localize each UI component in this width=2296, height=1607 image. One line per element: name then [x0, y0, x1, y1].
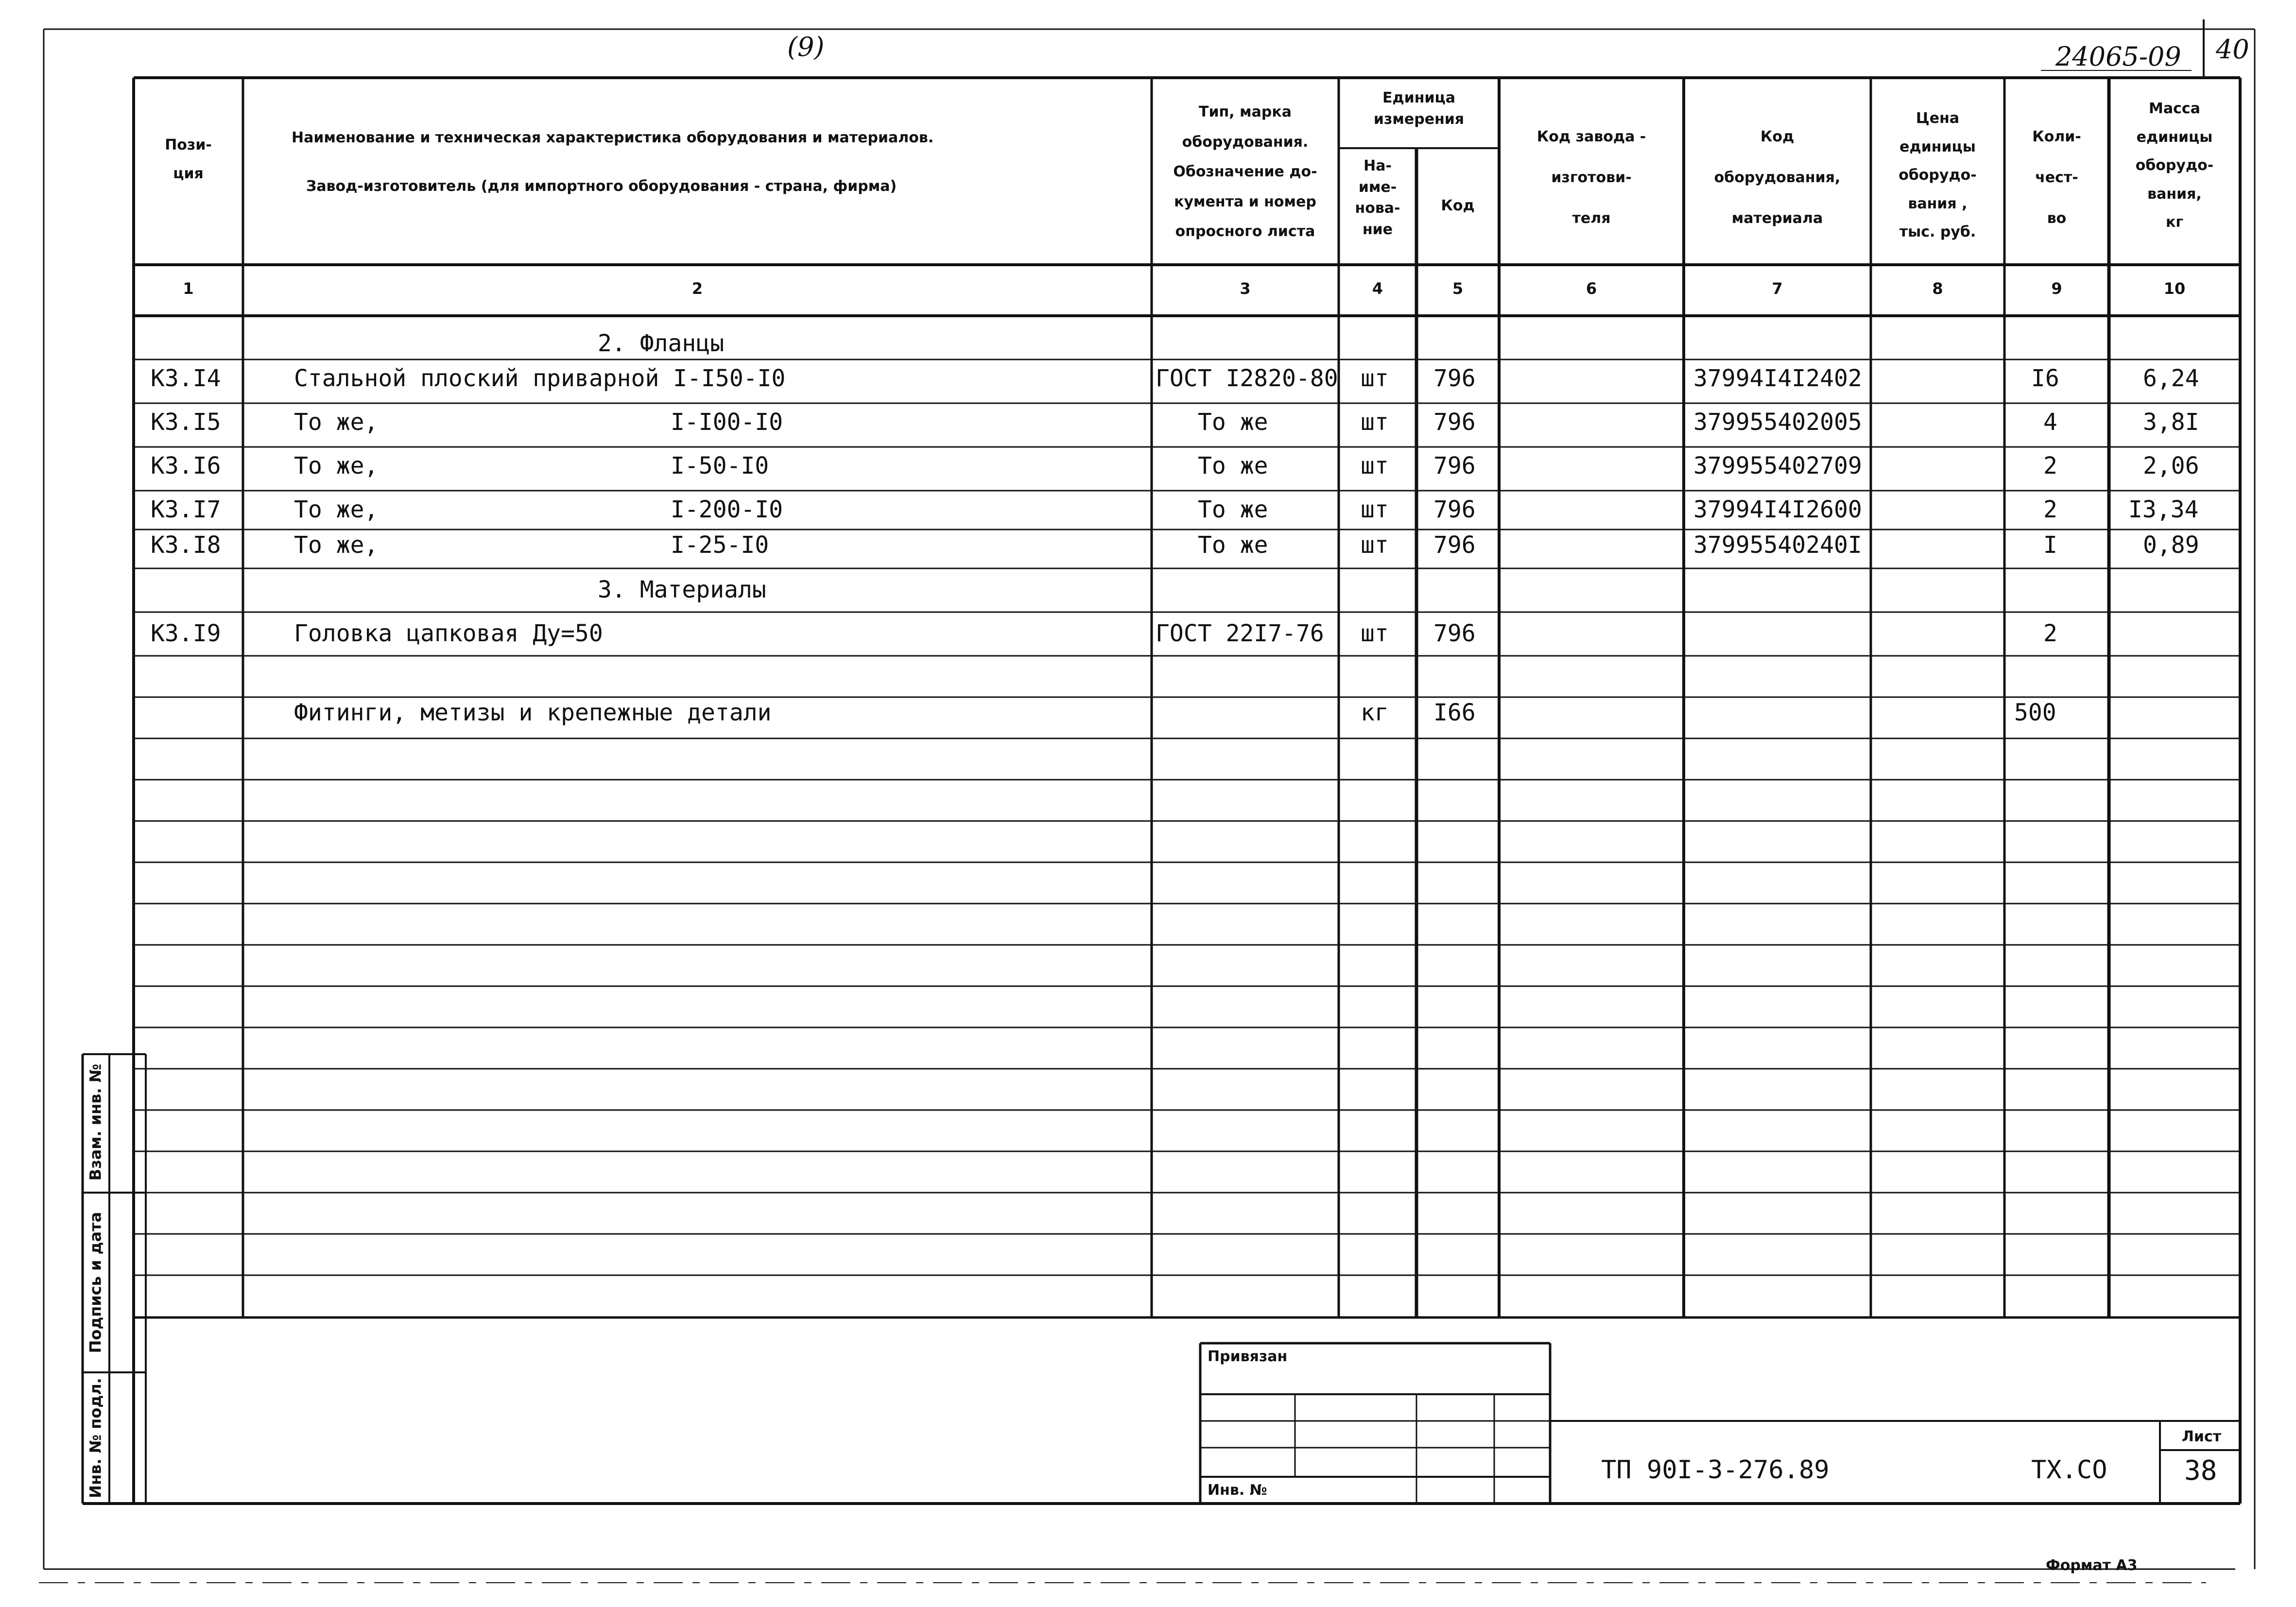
table-cell-name-size: I-50-I0 [671, 452, 769, 479]
table-cell-unit: шт [1361, 620, 1389, 647]
table-cell-unit: шт [1361, 452, 1389, 479]
table-cell-item-code: 37995540240I [1693, 531, 1862, 559]
header-mass: Масса единицы оборудо- вания, кг [2135, 100, 2214, 231]
title-block-inv-no: Инв. № [1208, 1482, 1267, 1499]
document-number: 24065-09 [2055, 41, 2181, 72]
colnum-2: 2 [691, 279, 703, 298]
table-cell-name: То же, [294, 452, 379, 479]
colnum-1: 1 [183, 279, 194, 298]
colnum-8: 8 [1932, 279, 1943, 298]
table-cell-mass: 0,89 [2143, 531, 2199, 559]
table-cell-item-code: 37994I4I2600 [1693, 496, 1862, 523]
header-price: Цена единицы оборудо- вания , тыс. руб. [1899, 110, 1977, 240]
table-cell-quantity: I [2043, 531, 2057, 559]
header-unit-code: Код [1441, 197, 1475, 214]
header-type: Тип, марка оборудования. Обозначение до- кумента и номер опросного листа [1173, 103, 1317, 240]
table-cell-position: КЗ.I4 [151, 365, 221, 392]
table-cell-position: КЗ.I7 [151, 496, 221, 523]
table-cell-unit-code: 796 [1433, 496, 1476, 523]
side-stamp-replace-inv: Взам. инв. № [86, 1063, 105, 1181]
table-cell-name: То же, [294, 496, 379, 523]
table-cell-mass: 3,8I [2143, 409, 2199, 436]
document-designation: ТП 90I-3-276.89 [1601, 1455, 1830, 1485]
section-code: ТХ.СО [2031, 1455, 2107, 1485]
table-cell-unit-code: 796 [1433, 409, 1476, 436]
table-cell-mass: I3,34 [2128, 496, 2199, 523]
table-cell-unit: шт [1361, 409, 1389, 436]
title-block-attached: Привязан [1208, 1348, 1288, 1365]
colnum-4: 4 [1372, 279, 1383, 298]
page-number: 40 [2216, 34, 2249, 65]
header-name-line2: Завод-изготовитель (для импортного оборудования - страна, фирма) [306, 178, 897, 195]
colnum-5: 5 [1452, 279, 1464, 298]
table-cell-quantity: 2 [2043, 496, 2057, 523]
table-cell-mass: 6,24 [2143, 365, 2199, 392]
side-stamp-signature-date: Подпись и дата [86, 1212, 105, 1353]
table-cell-unit: шт [1361, 496, 1389, 523]
table-cell-item-code: 37994I4I2402 [1693, 365, 1862, 392]
sheet-label: Лист [2182, 1428, 2222, 1445]
colnum-7: 7 [1772, 279, 1783, 298]
colnum-9: 9 [2051, 279, 2062, 298]
header-unit-group: Единица измерения [1373, 89, 1465, 128]
colnum-6: 6 [1586, 279, 1597, 298]
table-cell-quantity: 4 [2043, 409, 2057, 436]
table-cell-quantity: 500 [2014, 699, 2056, 726]
table-cell-quantity: 2 [2043, 452, 2057, 479]
table-cell-position: КЗ.I9 [151, 620, 221, 647]
table-cell-unit-code: I66 [1433, 699, 1476, 726]
table-cell-doc: То же [1198, 531, 1268, 559]
section-heading: 2. Фланцы [598, 330, 725, 357]
table-cell-doc: То же [1198, 452, 1268, 479]
header-factory-code: Код завода - изготови- теля [1536, 128, 1646, 227]
table-cell-name: Стальной плоский приварной I-I50-I0 [294, 365, 786, 392]
table-cell-name-size: I-25-I0 [671, 531, 769, 559]
format-label: Формат А3 [2046, 1557, 2138, 1574]
table-cell-name: То же, [294, 409, 379, 436]
sheet-mark: (9) [787, 32, 825, 62]
table-cell-name: Фитинги, метизы и крепежные детали [294, 699, 772, 726]
sheet-number: 38 [2184, 1455, 2217, 1487]
colnum-3: 3 [1240, 279, 1251, 298]
table-cell-name-size: I-200-I0 [671, 496, 783, 523]
header-name-line1: Наименование и техническая характеристика оборудования и материалов. [292, 129, 934, 146]
table-cell-item-code: 379955402709 [1693, 452, 1862, 479]
table-cell-name: Головка цапковая Ду=50 [294, 620, 603, 647]
section-heading: 3. Материалы [598, 576, 766, 603]
table-cell-item-code: 379955402005 [1693, 409, 1862, 436]
table-cell-quantity: 2 [2043, 620, 2057, 647]
table-cell-doc: То же [1198, 496, 1268, 523]
table-cell-quantity: I6 [2031, 365, 2059, 392]
table-cell-unit-code: 796 [1433, 531, 1476, 559]
header-quantity: Коли- чест- во [2032, 128, 2081, 227]
table-cell-position: КЗ.I6 [151, 452, 221, 479]
table-cell-position: КЗ.I5 [151, 409, 221, 436]
table-cell-unit-code: 796 [1433, 365, 1476, 392]
colnum-10: 10 [2163, 279, 2186, 298]
table-cell-name-size: I-I00-I0 [671, 409, 783, 436]
header-item-code: Код оборудования, материала [1714, 128, 1841, 227]
table-cell-unit: кг [1361, 699, 1389, 726]
table-cell-mass: 2,06 [2143, 452, 2199, 479]
table-cell-doc: ГОСТ 22I7-76 [1156, 620, 1324, 647]
table-cell-doc: ГОСТ I2820-80 [1156, 365, 1338, 392]
table-cell-position: КЗ.I8 [151, 531, 221, 559]
table-cell-unit: шт [1361, 365, 1389, 392]
header-position: Пози- ция [165, 137, 212, 182]
side-stamp-original-inv: Инв. № подл. [86, 1378, 105, 1498]
table-cell-unit-code: 796 [1433, 452, 1476, 479]
header-unit-name: На- име- нова- ние [1355, 157, 1400, 238]
table-cell-doc: То же [1198, 409, 1268, 436]
table-cell-name: То же, [294, 531, 379, 559]
table-cell-unit: шт [1361, 531, 1389, 559]
table-cell-unit-code: 796 [1433, 620, 1476, 647]
